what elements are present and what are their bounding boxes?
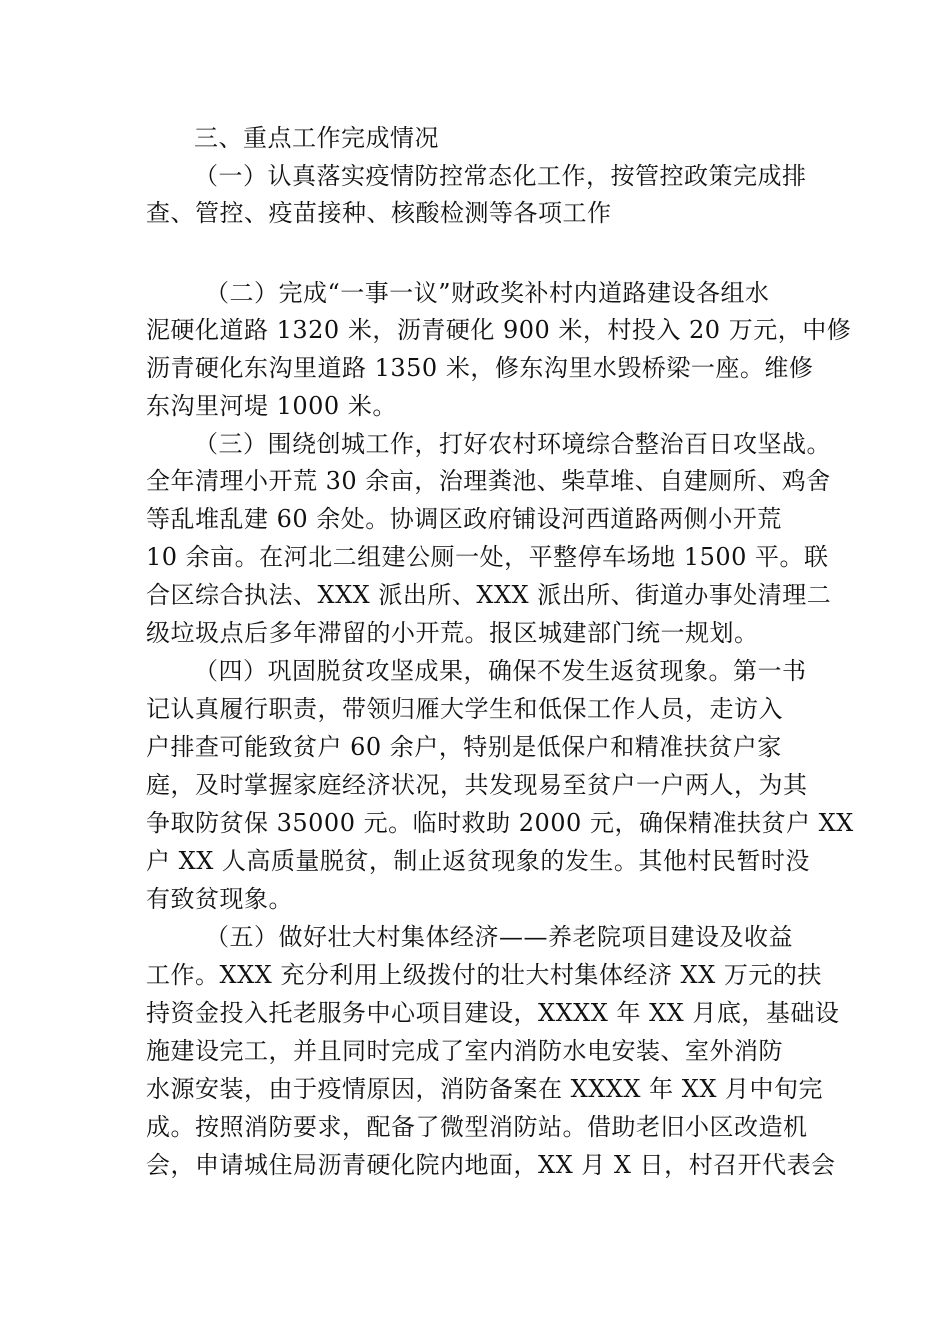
paragraph-line: 沥青硬化东沟里道路 1350 米，修东沟里水毁桥梁一座。维修 xyxy=(146,354,814,382)
paragraph-line: 全年清理小开荒 30 余亩，治理粪池、柴草堆、自建厕所、鸡舍 xyxy=(146,467,831,495)
paragraph-line: 10 余亩。在河北二组建公厕一处，平整停车场地 1500 平。联 xyxy=(146,543,829,571)
paragraph-line: 级垃圾点后多年滞留的小开荒。报区城建部门统一规划。 xyxy=(146,619,759,647)
section-heading: 三、重点工作完成情况 xyxy=(194,124,439,152)
paragraph-line: 会，申请城住局沥青硬化院内地面，XX 月 X 日，村召开代表会 xyxy=(146,1151,836,1179)
paragraph-line: 持资金投入托老服务中心项目建设，XXXX 年 XX 月底，基础设 xyxy=(146,999,840,1027)
paragraph-line: 户排查可能致贫户 60 余户，特别是低保户和精准扶贫户家 xyxy=(146,733,782,761)
paragraph-line: 合区综合执法、XXX 派出所、XXX 派出所、街道办事处清理二 xyxy=(146,581,832,609)
paragraph-line: 工作。XXX 充分利用上级拨付的壮大村集体经济 XX 万元的扶 xyxy=(146,961,822,989)
paragraph-line: 有致贫现象。 xyxy=(146,885,293,913)
paragraph-line: 户 XX 人高质量脱贫，制止返贫现象的发生。其他村民暂时没 xyxy=(146,847,810,875)
paragraph-line: （一）认真落实疫情防控常态化工作，按管控政策完成排 xyxy=(194,162,807,190)
paragraph-line: 成。按照消防要求，配备了微型消防站。借助老旧小区改造机 xyxy=(146,1113,808,1141)
paragraph-line: （四）巩固脱贫攻坚成果，确保不发生返贫现象。第一书 xyxy=(194,657,807,685)
paragraph-line: （二）完成“一事一议”财政奖补村内道路建设各组水 xyxy=(205,279,770,307)
paragraph-line: 施建设完工，并且同时完成了室内消防水电安装、室外消防 xyxy=(146,1037,783,1065)
paragraph-line: 查、管控、疫苗接种、核酸检测等各项工作 xyxy=(146,199,612,227)
paragraph-line: 庭，及时掌握家庭经济状况，共发现易至贫户一户两人，为其 xyxy=(146,771,808,799)
paragraph-line: 水源安装，由于疫情原因，消防备案在 XXXX 年 XX 月中旬完 xyxy=(146,1075,824,1103)
paragraph-line: （五）做好壮大村集体经济——养老院项目建设及收益 xyxy=(205,923,793,951)
paragraph-line: 东沟里河堤 1000 米。 xyxy=(146,392,397,420)
paragraph-line: 记认真履行职责，带领归雁大学生和低保工作人员，走访入 xyxy=(146,695,783,723)
paragraph-line: （三）围绕创城工作，打好农村环境综合整治百日攻坚战。 xyxy=(194,430,831,458)
paragraph-line: 等乱堆乱建 60 余处。协调区政府铺设河西道路两侧小开荒 xyxy=(146,505,782,533)
paragraph-line: 泥硬化道路 1320 米，沥青硬化 900 米，村投入 20 万元，中修 xyxy=(146,316,852,344)
paragraph-line: 争取防贫保 35000 元。临时救助 2000 元，确保精准扶贫户 XX xyxy=(146,809,854,837)
